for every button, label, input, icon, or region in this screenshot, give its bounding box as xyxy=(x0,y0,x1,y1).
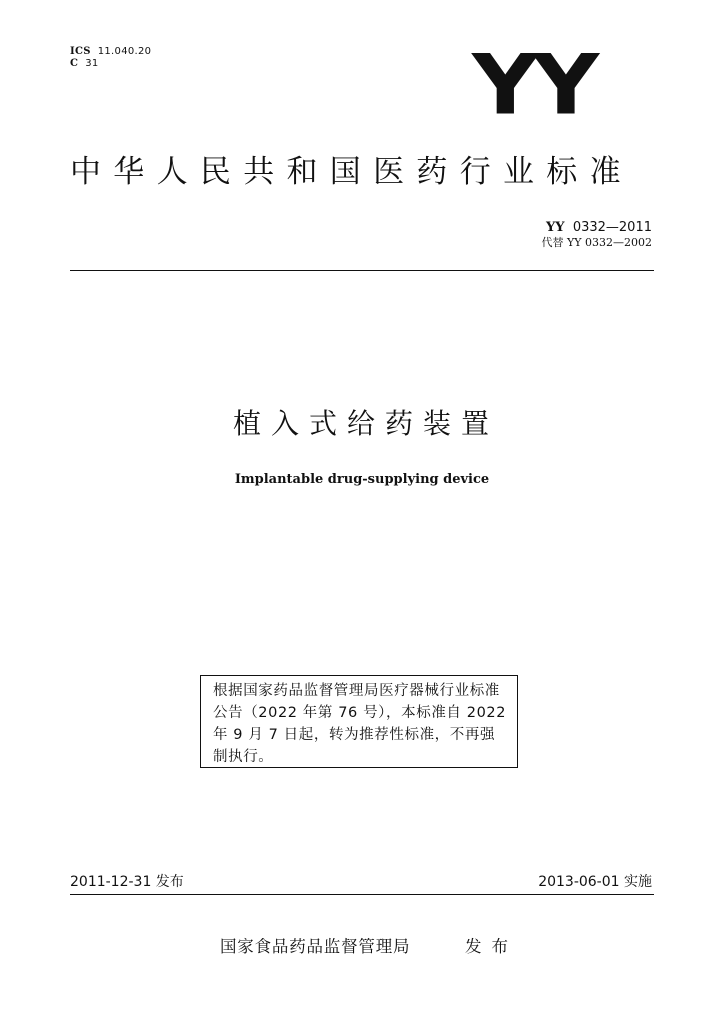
ics-code xyxy=(70,46,151,70)
standard-category-title: 中华人民共和国医药行业标准 xyxy=(70,154,633,190)
ccs-line xyxy=(70,58,151,70)
ics-line xyxy=(70,46,151,58)
ccs-label: C xyxy=(70,58,79,69)
standard-number xyxy=(546,219,652,236)
ics-label: ICS xyxy=(70,46,91,57)
replaces-standard: 代替 YY 0332—2002 xyxy=(541,236,652,249)
chinese-title: 植入式给药装置 xyxy=(232,407,499,440)
yy-logo: YY xyxy=(472,36,594,134)
notice-box xyxy=(200,675,518,768)
bottom-divider xyxy=(70,894,654,895)
notice-text: 根据国家药品监督管理局医疗器械行业标准公告（2022 年第 76 号），本标准自 2022 年 9 月 7 日起，转为推荐性标准，不再强制执行。 xyxy=(213,683,507,765)
english-title: Implantable drug-supplying device xyxy=(234,472,490,487)
effective-date: 2013-06-01 实施 xyxy=(538,874,652,890)
ccs-value: 31 xyxy=(85,58,99,69)
standard-number-value: 0332—2011 xyxy=(572,220,652,235)
top-divider xyxy=(70,270,654,271)
issuing-authority: 国家食品药品监督管理局 xyxy=(220,937,411,956)
issue-label: 发布 xyxy=(465,937,518,956)
publish-date: 2011-12-31 发布 xyxy=(70,874,184,890)
ics-value: 11.040.20 xyxy=(97,46,152,57)
standard-number-prefix: YY xyxy=(546,220,565,235)
